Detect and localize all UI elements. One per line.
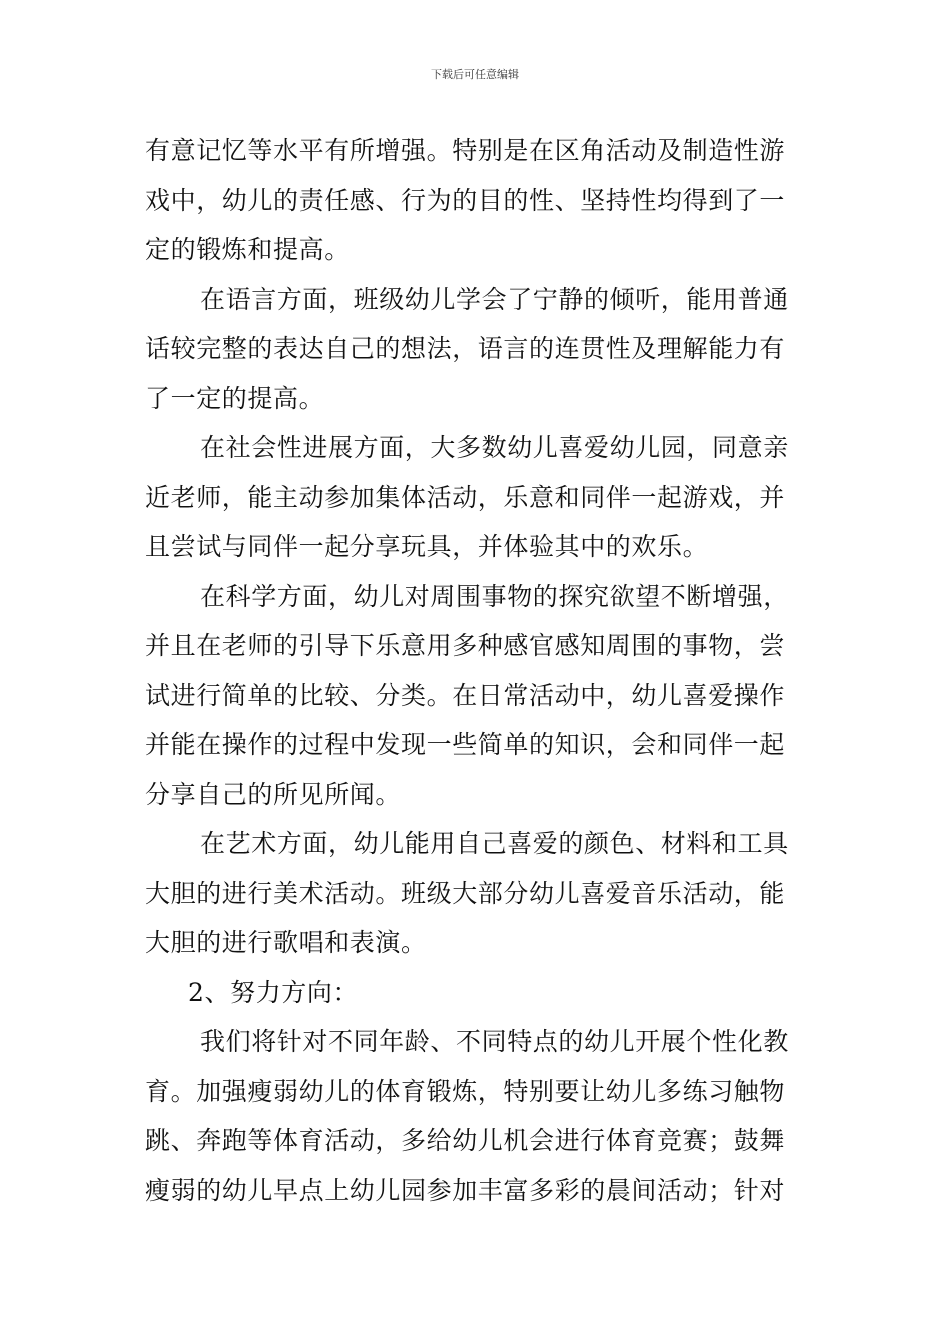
- text-line: 且尝试与同伴一起分享玩具，并体验其中的欢乐。: [145, 532, 709, 561]
- text-line: 定的锻炼和提高。: [145, 235, 350, 264]
- page-header: 下载后可任意编辑: [431, 68, 519, 81]
- paragraph-language: [145, 275, 807, 424]
- paragraph-memory: [145, 126, 807, 275]
- text-line: 在社会性进展方面，大多数幼儿喜爱幼儿园，同意亲: [200, 433, 789, 462]
- paragraph-social: [145, 423, 807, 572]
- text-line: 育。加强瘦弱幼儿的体育锻炼，特别要让幼儿多练习触物: [145, 1076, 786, 1106]
- text-line: 分享自己的所见所闻。: [145, 779, 402, 809]
- text-line: 近老师，能主动参加集体活动，乐意和同伴一起游戏，并: [145, 482, 786, 512]
- text-line: 有意记忆等水平有所增强。特别是在区角活动及制造性游: [145, 136, 786, 165]
- text-line: 大胆的进行美术活动。班级大部分幼儿喜爱音乐活动，能: [145, 878, 786, 908]
- text-line: 在科学方面，幼儿对周围事物的探究欲望不断增强，: [200, 581, 789, 611]
- section-heading-direction: [145, 968, 807, 1018]
- text-line: 并能在操作的过程中发现一些简单的知识，会和同伴一起: [145, 730, 786, 759]
- text-line: 在语言方面，班级幼儿学会了宁静的倾听，能用普通: [200, 284, 789, 314]
- text-line: 话较完整的表达自己的想法，语言的连贯性及理解能力有: [145, 334, 786, 363]
- text-line: 大胆的进行歌唱和表演。: [145, 928, 427, 957]
- text-line: 了一定的提高。: [145, 383, 325, 413]
- text-line: 戏中，幼儿的责任感、行为的目的性、坚持性均得到了一: [145, 185, 786, 215]
- text-line: 跳、奔跑等体育活动，多给幼儿机会进行体育竞赛；鼓舞: [145, 1126, 786, 1155]
- text-line: 并且在老师的引导下乐意用多种感官感知周围的事物，尝: [145, 631, 786, 660]
- paragraph-art: [145, 819, 807, 968]
- document-body: [145, 126, 807, 1215]
- paragraph-science: [145, 572, 807, 820]
- paragraph-plan: [145, 1017, 807, 1215]
- text-line: 试进行简单的比较、分类。在日常活动中，幼儿喜爱操作: [145, 680, 786, 710]
- text-line: 我们将针对不同年龄、不同特点的幼儿开展个性化教: [200, 1027, 789, 1056]
- section-heading: 2、努力方向：: [188, 977, 359, 1007]
- text-line: 在艺术方面，幼儿能用自己喜爱的颜色、材料和工具: [200, 829, 789, 858]
- text-line: 瘦弱的幼儿早点上幼儿园参加丰富多彩的晨间活动；针对: [145, 1175, 786, 1205]
